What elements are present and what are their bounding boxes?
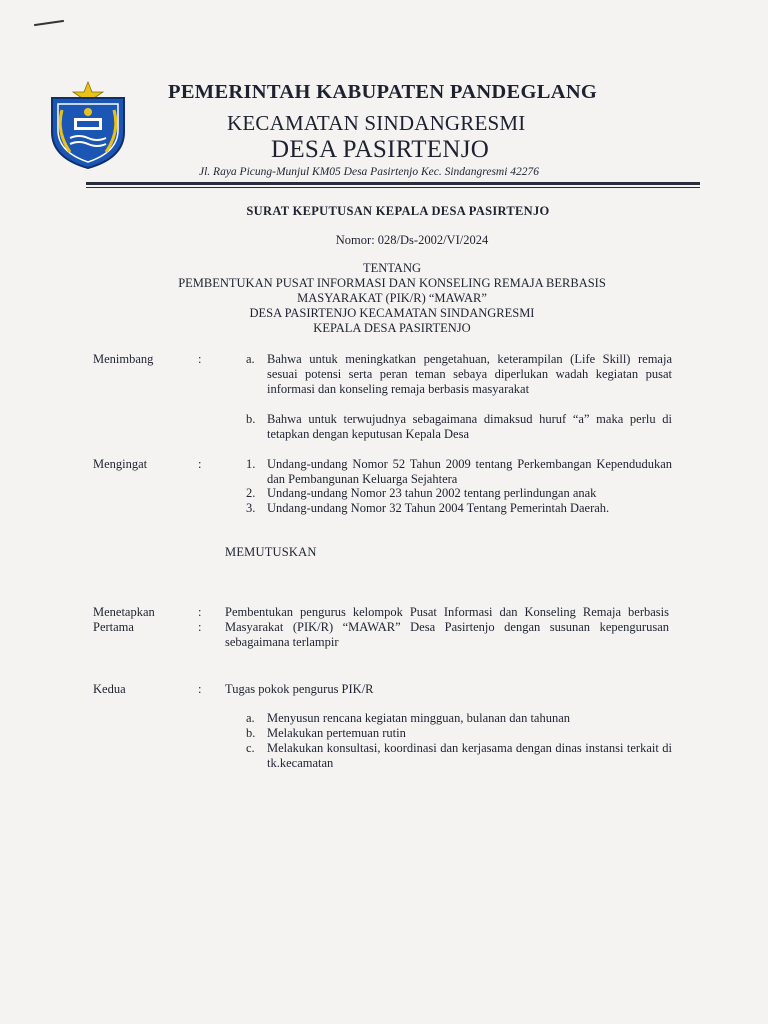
mengingat-item-text: Undang-undang Nomor 52 Tahun 2009 tentang Perkembangan Kependudukan dan Pembangunan Keluarga Sejahtera bbox=[267, 457, 672, 486]
document-title: SURAT KEPUTUSAN KEPALA DESA PASIRTENJO bbox=[246, 204, 550, 218]
mengingat-item-number: 3. bbox=[246, 501, 256, 515]
regency-emblem-logo bbox=[48, 80, 128, 170]
menimbang-colon: : bbox=[198, 352, 202, 366]
subject-line: PEMBENTUKAN PUSAT INFORMASI DAN KONSELING REMAJA BERBASIS bbox=[178, 276, 606, 290]
menimbang-item-letter: a. bbox=[246, 352, 255, 366]
mengingat-item-text: Undang-undang Nomor 23 tahun 2002 tentang perlindungan anak bbox=[267, 486, 597, 500]
subject-line: KEPALA DESA PASIRTENJO bbox=[313, 321, 471, 335]
kedua-item-text: Melakukan konsultasi, koordinasi dan kerjasama dengan dinas instansi terkait di tk.kecamatan bbox=[267, 741, 672, 770]
menimbang-item-text: Bahwa untuk meningkatkan pengetahuan, keterampilan (Life Skill) remaja sesuai potensi serta peran teman sebaya diperlukan wadah kegiatan pusat informasi dan konseling remaja berbasis masyarakat bbox=[267, 352, 672, 396]
mengingat-item-number: 2. bbox=[246, 486, 256, 500]
header-divider-thick bbox=[86, 182, 700, 185]
mengingat-colon: : bbox=[198, 457, 202, 471]
subject-line: DESA PASIRTENJO KECAMATAN SINDANGRESMI bbox=[249, 306, 535, 320]
scan-mark bbox=[34, 20, 64, 26]
header-district-name: KECAMATAN SINDANGRESMI bbox=[227, 111, 526, 135]
kedua-item-text: Menyusun rencana kegiatan mingguan, bulanan dan tahunan bbox=[267, 711, 571, 725]
header-divider-thin bbox=[86, 187, 700, 188]
kedua-item-letter: b. bbox=[246, 726, 256, 740]
document-number: Nomor: 028/Ds-2002/VI/2024 bbox=[335, 233, 489, 247]
subject-label: TENTANG bbox=[362, 261, 421, 275]
pertama-text: Pembentukan pengurus kelompok Pusat Informasi dan Konseling Remaja berbasis Masyarakat (PIK/R) “MAWAR” Desa Pasirtenjo dengan susunan kepengurusan sebagaimana terlampir bbox=[225, 605, 669, 649]
menimbang-item-text: Bahwa untuk terwujudnya sebagaimana dimaksud huruf “a” maka perlu di tetapkan dengan keputusan Kepala Desa bbox=[267, 412, 672, 441]
mengingat-label: Mengingat bbox=[93, 457, 148, 471]
pertama-colon: : bbox=[198, 620, 202, 634]
header-village-name: DESA PASIRTENJO bbox=[271, 136, 490, 163]
mengingat-item-text: Undang-undang Nomor 32 Tahun 2004 Tentang Pemerintah Daerah. bbox=[267, 501, 610, 515]
header-government-name: PEMERINTAH KABUPATEN PANDEGLANG bbox=[168, 81, 598, 103]
subject-block bbox=[8, 261, 768, 336]
kedua-item-text: Melakukan pertemuan rutin bbox=[267, 726, 406, 740]
menimbang-label: Menimbang bbox=[93, 352, 154, 366]
menimbang-item-letter: b. bbox=[246, 412, 256, 426]
mengingat-item-number: 1. bbox=[246, 457, 256, 471]
header-address: Jl. Raya Picung-Munjul KM05 Desa Pasirtenjo Kec. Sindangresmi 42276 bbox=[199, 166, 540, 178]
menetapkan-label: Menetapkan bbox=[93, 605, 155, 619]
kedua-item-letter: c. bbox=[246, 741, 255, 755]
pertama-label: Pertama bbox=[93, 620, 134, 634]
kedua-colon: : bbox=[198, 682, 202, 696]
kedua-text: Tugas pokok pengurus PIK/R bbox=[225, 682, 374, 696]
decision-heading: MEMUTUSKAN bbox=[225, 545, 317, 559]
kedua-item-letter: a. bbox=[246, 711, 255, 725]
kedua-label: Kedua bbox=[93, 682, 126, 696]
subject-line: MASYARAKAT (PIK/R) “MAWAR” bbox=[297, 291, 487, 305]
menetapkan-colon: : bbox=[198, 605, 202, 619]
